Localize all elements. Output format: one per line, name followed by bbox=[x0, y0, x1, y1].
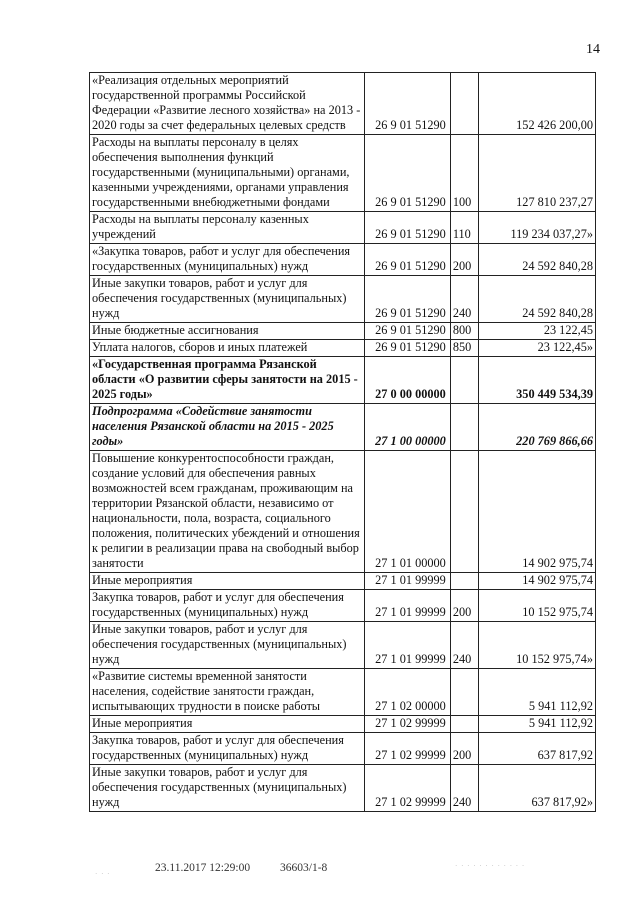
table-row bbox=[90, 212, 596, 244]
row-description: Закупка товаров, работ и услуг для обеспечения государственных (муниципальных) нужд bbox=[90, 590, 365, 622]
row-target-code: 26 9 01 51290 bbox=[364, 340, 450, 357]
row-expense-type: 200 bbox=[450, 244, 479, 276]
row-target-code: 26 9 01 51290 bbox=[364, 276, 450, 323]
table-row bbox=[90, 451, 596, 573]
row-expense-type bbox=[450, 669, 479, 716]
table-row bbox=[90, 590, 596, 622]
table-row bbox=[90, 765, 596, 812]
footer-document-number: 36603/1-8 bbox=[280, 862, 328, 874]
row-expense-type: 110 bbox=[450, 212, 479, 244]
table-row bbox=[90, 357, 596, 404]
row-amount: 152 426 200,00 bbox=[479, 73, 596, 135]
row-expense-type: 200 bbox=[450, 733, 479, 765]
row-target-code: 26 9 01 51290 bbox=[364, 323, 450, 340]
row-target-code: 27 1 02 00000 bbox=[364, 669, 450, 716]
table-row bbox=[90, 669, 596, 716]
row-description: Иные закупки товаров, работ и услуг для обеспечения государственных (муниципальных) нужд bbox=[90, 276, 365, 323]
row-expense-type bbox=[450, 451, 479, 573]
row-description: Закупка товаров, работ и услуг для обеспечения государственных (муниципальных) нужд bbox=[90, 733, 365, 765]
row-amount: 10 152 975,74» bbox=[479, 622, 596, 669]
page-number: 14 bbox=[586, 42, 600, 57]
row-target-code: 27 0 00 00000 bbox=[364, 357, 450, 404]
row-expense-type bbox=[450, 573, 479, 590]
row-expense-type bbox=[450, 716, 479, 733]
table-row bbox=[90, 622, 596, 669]
row-description: Иные закупки товаров, работ и услуг для обеспечения государственных (муниципальных) нужд bbox=[90, 765, 365, 812]
table-row bbox=[90, 276, 596, 323]
row-description: «Закупка товаров, работ и услуг для обеспечения государственных (муниципальных) нужд bbox=[90, 244, 365, 276]
row-target-code: 27 1 02 99999 bbox=[364, 733, 450, 765]
scan-mark-left: · · · bbox=[95, 870, 111, 878]
row-target-code: 27 1 01 99999 bbox=[364, 573, 450, 590]
row-amount: 637 817,92 bbox=[479, 733, 596, 765]
row-amount: 14 902 975,74 bbox=[479, 573, 596, 590]
row-target-code: 27 1 01 00000 bbox=[364, 451, 450, 573]
row-expense-type bbox=[450, 73, 479, 135]
table-row bbox=[90, 404, 596, 451]
row-expense-type: 240 bbox=[450, 765, 479, 812]
table-row bbox=[90, 135, 596, 212]
table-row bbox=[90, 716, 596, 733]
table-row bbox=[90, 340, 596, 357]
row-amount: 637 817,92» bbox=[479, 765, 596, 812]
row-amount: 119 234 037,27» bbox=[479, 212, 596, 244]
row-target-code: 27 1 01 99999 bbox=[364, 622, 450, 669]
row-description: Расходы на выплаты персоналу в целях обеспечения выполнения функций государственными (муниципальными) органами, казенными учреждениями, органами управления государственными внебюджетными фондами bbox=[90, 135, 365, 212]
table-row bbox=[90, 244, 596, 276]
row-description: «Государственная программа Рязанской области «О развитии сферы занятости на 2015 - 2025 годы» bbox=[90, 357, 365, 404]
row-target-code: 26 9 01 51290 bbox=[364, 135, 450, 212]
table-row bbox=[90, 733, 596, 765]
row-description: Иные мероприятия bbox=[90, 573, 365, 590]
table-row bbox=[90, 573, 596, 590]
row-target-code: 26 9 01 51290 bbox=[364, 212, 450, 244]
row-amount: 14 902 975,74 bbox=[479, 451, 596, 573]
row-amount: 220 769 866,66 bbox=[479, 404, 596, 451]
row-description: Иные мероприятия bbox=[90, 716, 365, 733]
row-expense-type: 100 bbox=[450, 135, 479, 212]
row-amount: 5 941 112,92 bbox=[479, 716, 596, 733]
row-target-code: 26 9 01 51290 bbox=[364, 73, 450, 135]
row-target-code: 27 1 01 99999 bbox=[364, 590, 450, 622]
row-amount: 24 592 840,28 bbox=[479, 244, 596, 276]
row-amount: 127 810 237,27 bbox=[479, 135, 596, 212]
row-amount: 23 122,45 bbox=[479, 323, 596, 340]
row-description: Уплата налогов, сборов и иных платежей bbox=[90, 340, 365, 357]
row-target-code: 26 9 01 51290 bbox=[364, 244, 450, 276]
row-amount: 23 122,45» bbox=[479, 340, 596, 357]
row-expense-type bbox=[450, 357, 479, 404]
row-target-code: 27 1 00 00000 bbox=[364, 404, 450, 451]
table-row bbox=[90, 323, 596, 340]
row-expense-type: 800 bbox=[450, 323, 479, 340]
row-description: Иные бюджетные ассигнования bbox=[90, 323, 365, 340]
row-target-code: 27 1 02 99999 bbox=[364, 716, 450, 733]
row-description: «Реализация отдельных мероприятий государственной программы Российской Федерации «Развитие лесного хозяйства» на 2013 - 2020 годы за счет федеральных целевых средств bbox=[90, 73, 365, 135]
row-amount: 5 941 112,92 bbox=[479, 669, 596, 716]
row-expense-type bbox=[450, 404, 479, 451]
row-expense-type: 850 bbox=[450, 340, 479, 357]
scan-mark-right: · · · · · · · · · · · · bbox=[455, 862, 526, 870]
row-amount: 350 449 534,39 bbox=[479, 357, 596, 404]
budget-table bbox=[89, 72, 596, 812]
footer-timestamp: 23.11.2017 12:29:00 bbox=[155, 862, 251, 874]
row-expense-type: 240 bbox=[450, 276, 479, 323]
row-amount: 10 152 975,74 bbox=[479, 590, 596, 622]
row-description: Подпрограмма «Содействие занятости населения Рязанской области на 2015 - 2025 годы» bbox=[90, 404, 365, 451]
row-expense-type: 200 bbox=[450, 590, 479, 622]
table-row bbox=[90, 73, 596, 135]
row-description: Повышение конкурентоспособности граждан, создание условий для обеспечения равных возможностей всем гражданам, проживающим на территории Рязанской области, независимо от национальности, пола, возраста, социального положения, политических убеждений и отношения к религии в реализации права на свободный выбор занятости bbox=[90, 451, 365, 573]
row-target-code: 27 1 02 99999 bbox=[364, 765, 450, 812]
row-description: «Развитие системы временной занятости населения, содействие занятости граждан, испытывающих трудности в поиске работы bbox=[90, 669, 365, 716]
row-amount: 24 592 840,28 bbox=[479, 276, 596, 323]
row-description: Расходы на выплаты персоналу казенных учреждений bbox=[90, 212, 365, 244]
row-expense-type: 240 bbox=[450, 622, 479, 669]
row-description: Иные закупки товаров, работ и услуг для обеспечения государственных (муниципальных) нужд bbox=[90, 622, 365, 669]
budget-table-body bbox=[90, 73, 596, 812]
